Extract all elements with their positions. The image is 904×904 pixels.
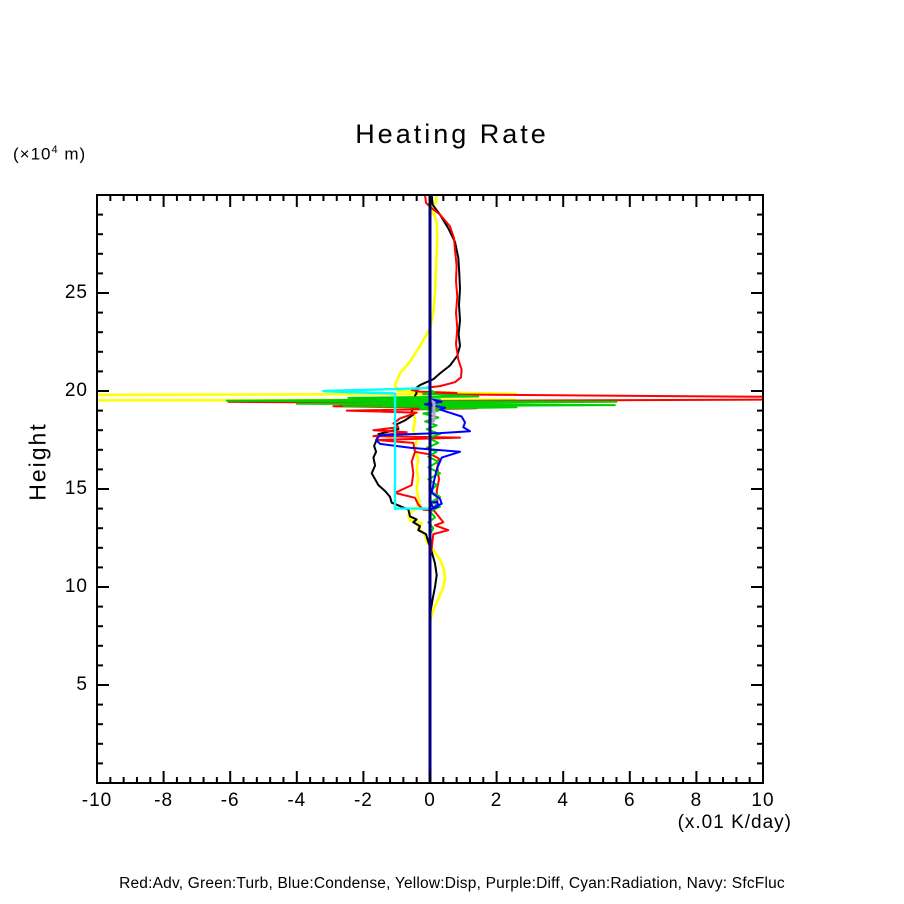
x-tick-label: -4 [287, 790, 307, 811]
y-tick-label: 10 [64, 576, 88, 597]
x-tick-label: 10 [751, 790, 775, 811]
x-tick-label: 4 [557, 790, 569, 811]
y-tick-label: 15 [64, 478, 88, 499]
x-tick-label: -2 [353, 790, 373, 811]
x-tick-label: -6 [220, 790, 240, 811]
x-tick-label: 2 [490, 790, 503, 811]
y-unit-suffix: m) [58, 144, 87, 164]
x-tick-label: 0 [424, 790, 436, 811]
y-axis-unit-label [13, 144, 86, 165]
series-green [227, 390, 617, 534]
x-tick-label: 8 [690, 790, 703, 811]
y-unit-prefix: (×10 [13, 144, 52, 164]
y-tick-label: 5 [76, 674, 88, 695]
x-tick-label: -8 [154, 790, 174, 811]
y-tick-label: 25 [64, 282, 88, 303]
chart-title: Heating Rate [355, 119, 549, 149]
x-tick-label: 6 [624, 790, 636, 811]
y-tick-label: 20 [64, 380, 88, 401]
x-tick-label: -10 [81, 790, 113, 811]
legend-caption: Red:Adv, Green:Turb, Blue:Condense, Yellow:Disp, Purple:Diff, Cyan:Radiation, Navy: SfcFluc [119, 875, 785, 892]
y-unit-exponent: 4 [51, 144, 59, 156]
x-axis-unit-label: (x.01 K/day) [677, 812, 792, 833]
y-axis-title: Height [24, 422, 51, 501]
series-cyan [323, 195, 430, 781]
